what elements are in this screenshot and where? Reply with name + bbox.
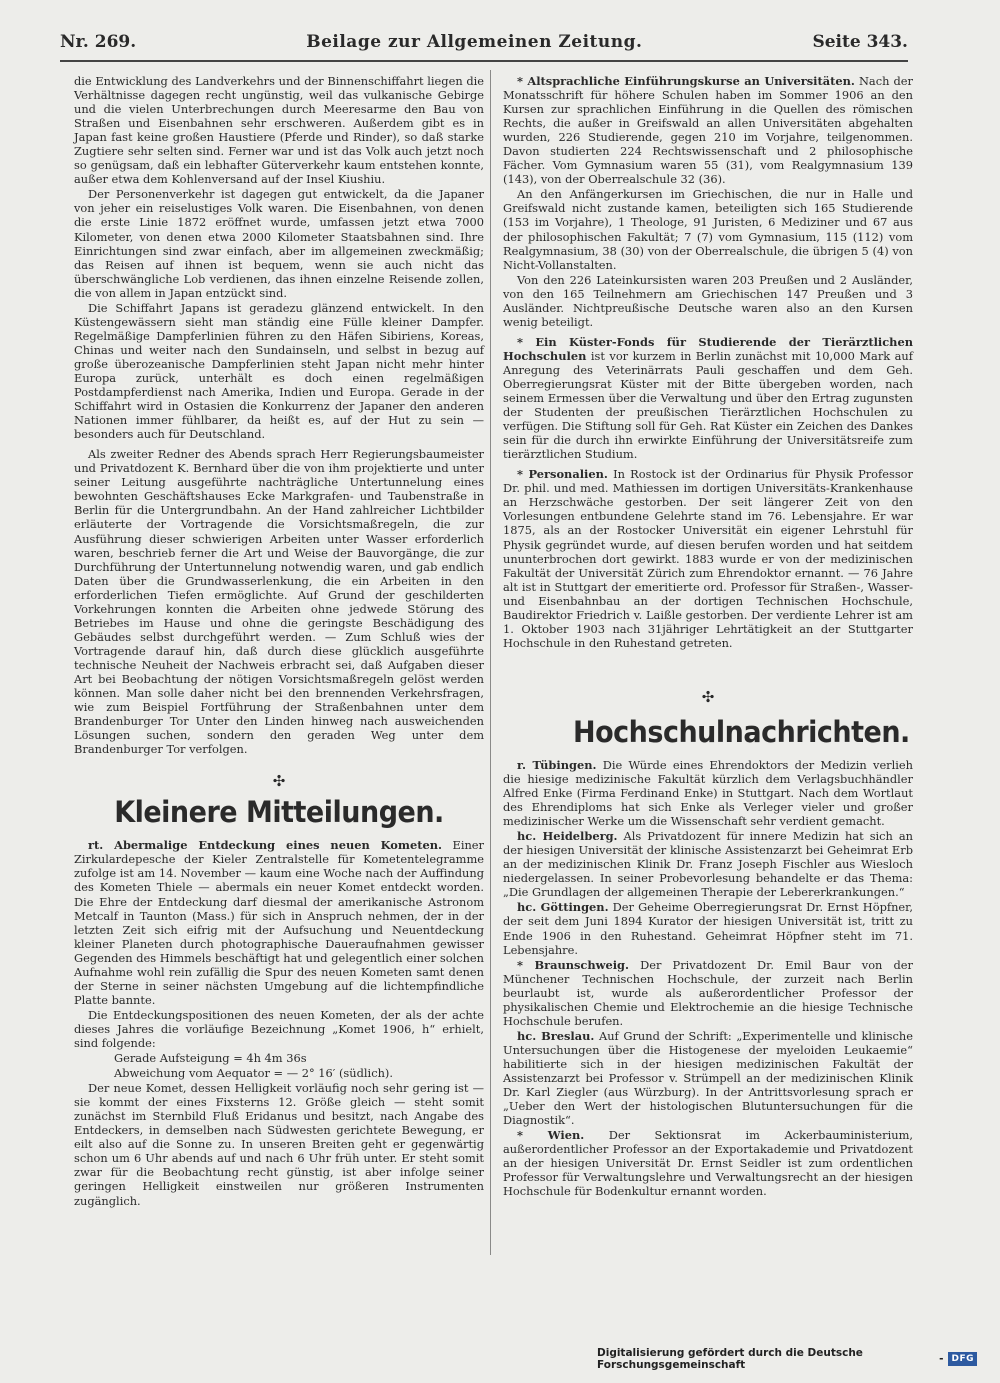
news-item-lead: hc. Breslau.	[517, 1028, 595, 1043]
news-item-text: Der Privatdozent Dr. Emil Baur von der Münchener Technischen Hochschule, der zurzeit nach Berlin beurlaubt ist, wurde als außerordentlicher Professor der physikalischen Chemie und Elektrochemie an die hiesige Technische Hochschule berufen.	[503, 957, 913, 1028]
news-item-lead: * Ein Küster-Fonds für Studierende der Tierärztlichen Hochschulen	[503, 334, 913, 363]
ornament: ✣	[701, 687, 715, 706]
paragraph: Die Schiffahrt Japans ist geradezu glänzend entwickelt. In den Küstengewässern sieht man ständig eine Fülle kleiner Dampfer. Regelmäßige Dampferlinien führen zu den Häfen Sibiriens, Koreas, Chinas und weiter nach den Sundainseln, und selbst in bezug auf große überozeanische Dampferlinien steht Japan nicht mehr hinter Europa zurück, unterhält es doch einen regelmäßigen Postdampferdienst nach Amerika, Indien und Europa. Gerade in der Schiffahrt wird in Ostasien die Konkurrenz der Japaner den anderen Nationen immer fühlbarer, da heißt es, auf der Hut zu sein — besonders auch für Deutschland.	[74, 300, 484, 442]
page-number: Seite 343.	[812, 32, 908, 52]
paragraph: Von den 226 Lateinkursisten waren 203 Preußen und 2 Ausländer, von den 165 Teilnehmern am Griechischen 147 Preußen und 3 Ausländer. Nichtpreußische Deutsche waren also an den Kursen wenig beteiligt.	[503, 272, 913, 329]
news-item-text: In Rostock ist der Ordinarius für Physik Professor Dr. phil. und med. Mathiessen im dortigen Universitäts-Krankenhause an Herzschwäche gestorben. Der seit längerer Zeit von den Vorlesungen entbundene Gelehrte stand im 76. Lebensjahre. Er war 1875, als an der Rostocker Universität ein eigener Lehrstuhl für Physik gegründet wurde, auf diesen berufen worden und hat seitdem ununterbrochen dort gewirkt. 1883 wurde er von der medizinischen Fakultät der Universität Zürich zum Ehrendoktor ernannt. — 76 Jahre alt ist in Stuttgart der emeritierte ord. Professor für Straßen-, Wasser- und Eisenbahnbau an der dortigen Technischen Hochschule, Baudirektor Friedrich v. Laißle gestorben. Der verdiente Lehrer ist am 1. Oktober 1903 nach 31jähriger Lehrtätigkeit an der Stuttgarter Hochschule in den Ruhestand getreten.	[503, 467, 913, 650]
news-item-text: Die Würde eines Ehrendoktors der Medizin verlieh die hiesige medizinische Fakultät kürzlich dem Verlagsbuchhändler Alfred Enke (Firma Ferdinand Enke) in Stuttgart. Nach dem Wortlaut des Ehrendiploms hat sich Enke als Verleger vieler und großer medizinischer Werke um die Wissenschaft sehr verdient gemacht.	[503, 757, 913, 829]
news-item-komet	[74, 838, 484, 1007]
paragraph: An den Anfängerkursen im Griechischen, die nur in Halle und Greifswald nicht zustande kamen, beteiligten sich 165 Studierende (153 im Vorjahre), 1 Theologe, 91 Juristen, 6 Mediziner und 67 aus der philosophischen Fakultät; 7 (7) vom Gymnasium, 115 (112) vom Realgymnasium, 38 (30) von der Oberrealschule, die übrigen 5 (4) von Nicht-Vollanstalten.	[503, 187, 913, 272]
news-item-kuester-fonds	[503, 335, 913, 461]
news-item-lead: * Personalien.	[517, 467, 608, 482]
issue-number: Nr. 269.	[60, 32, 137, 52]
paragraph: Der neue Komet, dessen Helligkeit vorläufig noch sehr gering ist — sie kommt der eines Fixsterns 12. Größe gleich — steht somit zunächst im Sternbild Fluß Eridanus und besitzt, nach Angabe des Entdeckers, in demselben nach Südwesten gerichtete Bewegung, er eilt also auf die Sonne zu. In unseren Breiten geht er gegenwärtig schon um 6 Uhr abends auf und nach 6 Uhr früh unter. Er steht somit zwar für die Beobachtung recht günstig, ist aber infolge seiner geringen Helligkeit einstweilen nur größeren Instrumenten zugänglich.	[74, 1081, 484, 1208]
news-item-braunschweig	[503, 958, 913, 1028]
news-item-heidelberg	[503, 829, 913, 899]
news-item-tuebingen	[503, 758, 913, 828]
digitization-footer	[597, 1349, 977, 1369]
news-item-lead: * Wien.	[517, 1128, 585, 1143]
ornament: ✣	[272, 772, 286, 791]
news-item-altsprachliche	[503, 74, 913, 186]
column-rule	[490, 70, 491, 1255]
news-item-lead: * Braunschweig.	[517, 957, 629, 972]
right-column	[503, 74, 913, 1199]
coordinate-line: Gerade Aufsteigung = 4h 4m 36s	[114, 1051, 307, 1066]
news-item-lead: r. Tübingen.	[517, 757, 597, 772]
newspaper-title: Beilage zur Allgemeinen Zeitung.	[306, 32, 643, 52]
paragraph: Der Personenverkehr ist dagegen gut entwickelt, da die Japaner von jeher ein reiselustiges Volk waren. Die Eisenbahnen, von denen die erste Linie 1872 eröffnet wurde, umfassen jetzt etwa 7000 Kilometer, von denen etwa 2000 Kilometer Staatsbahnen sind. Ihre Einrichtungen sind zwar einfach, aber im allgemeinen zweckmäßig; das Reisen auf ihnen ist bequem, wenn sie auch nicht das überschwängliche Lob verdienen, das ihnen einzelne Reisende zollen, die von allem in Japan entzückt sind.	[74, 187, 484, 300]
page-header	[60, 28, 908, 62]
section-heading-kleinere-mitteilungen: Kleinere Mitteilungen.	[114, 795, 444, 830]
news-item-text: Einer Zirkulardepesche der Kieler Zentralstelle für Kometentelegramme zufolge ist am 14. November — kaum eine Woche nach der Auffindung des Kometen Thiele — abermals ein neuer Komet entdeckt worden. Die Ehre der Entdeckung darf diesmal der amerikanische Astronom Metcalf in Taunton (Mass.) für sich in Anspruch nehmen, der in der letzten Zeit sich eifrig mit der Aufsuchung und Neuentdeckung kleiner Planeten durch photographische Daueraufnahmen gewisser Gegenden des Himmels beschäftigt hat und gelegentlich einer solchen Aufnahme wohl rein zufällig die Spur des neuen Kometen samt denen der Sterne in seiner nächsten Umgebung auf die lichtempfindliche Platte bannte.	[74, 838, 484, 1007]
footer-separator: -	[939, 1353, 944, 1365]
funding-notice: Digitalisierung gefördert durch die Deutsche Forschungsgemeinschaft	[597, 1347, 863, 1371]
section-heading-hochschulnachrichten: Hochschulnachrichten.	[573, 715, 910, 750]
news-item-lead: hc. Göttingen.	[517, 900, 609, 915]
news-item-breslau	[503, 1029, 913, 1127]
paragraph: Die Entdeckungspositionen des neuen Kometen, der als der achte dieses Jahres die vorläufige Bezeichnung „Komet 1906, h“ erhielt, sind folgende:	[74, 1007, 484, 1050]
news-item-text: Als Privatdozent für innere Medizin hat sich an der hiesigen Universität der klinische Assistenzarzt bei Geheimrat Erb an der medizinischen Klinik Dr. Franz Joseph Fischler aus Wiesloch niedergelassen. In seiner Probevorlesung behandelte er das Thema: „Die Grundlagen der allgemeinen Therapie der Lebererkrankungen.“	[503, 829, 913, 900]
paragraph: Als zweiter Redner des Abends sprach Herr Regierungsbaumeister und Privatdozent K. Bernhard über die von ihm projektierte und unter seiner Leitung ausgeführte nachträgliche Untertunnelung eines bewohnten Geschäftshauses Ecke Markgrafen- und Taubenstraße in Berlin für die Untergrundbahn. An der Hand zahlreicher Lichtbilder erläuterte der Vortragende die Vorsichtsmaßregeln, die zur Ausführung dieser schwierigen Arbeiten unter Wasser erforderlich waren, beschrieb ferner die Art und Weise der Bauvorgänge, die zur Durchführung der Untertunnelung notwendig waren, und gab endlich Daten über die Grundwasserlenkung, die ein Arbeiten in den erforderlichen Tiefen ermöglichte. Auf Grund der geschilderten Vorkehrungen konnten die Arbeiten ohne jedwede Störung des Betriebes im Hause und ohne die geringste Beschädigung des Gebäudes selbst durchgeführt werden. — Zum Schluß wies der Vortragende darauf hin, daß durch diese glücklich ausgeführte technische Neuheit der Nachweis erbracht sei, daß Aufgaben dieser Art bei Beobachtung der nötigen Vorsichtsmaßregeln gelöst werden können. Man solle daher nicht bei den brennenden Verkehrsfragen, wie zum Beispiel Fortführung der Straßenbahnen unter dem Brandenburger Tor Unter den Linden hinweg nach ausweichenden Lösungen suchen, sondern den geraden Weg unter dem Brandenburger Tor verfolgen.	[74, 447, 484, 757]
news-item-goettingen	[503, 900, 913, 956]
news-item-text: ist vor kurzem in Berlin zunächst mit 10,000 Mark auf Anregung des Veterinärrats Pauli geschaffen und dem Geh. Oberregierungsrat Küster mit der Bitte übergeben worden, nach seinem Ermessen über die Verwaltung und über den Ertrag zugunsten der Studenten der preußischen Tierärztlichen Hochschulen zu verfügen. Die Stiftung soll für Geh. Rat Küster ein Zeichen des Dankes sein für die durch ihn erwirkte Einführung der Universitätsreife zum tierärztlichen Studium.	[503, 348, 913, 462]
news-item-text: Auf Grund der Schrift: „Experimentelle und klinische Untersuchungen über die Histogenese der myeloiden Leukaemie“ habilitierte sich in der hiesigen medizinischen Fakultät der Assistenzarzt bei Professor v. Strümpell an der medizinischen Klinik Dr. Karl Ziegler (aus Würzburg). In der Antrittsvorlesung sprach er „Ueber den Wert der histologischen Blutuntersuchungen für die Diagnostik“.	[503, 1028, 913, 1128]
news-item-text: Der Geheime Oberregierungsrat Dr. Ernst Höpfner, der seit dem Juni 1894 Kurator der hiesigen Universität ist, tritt zu Ende 1906 in den Ruhestand. Geheimrat Höpfner steht im 71. Lebensjahre.	[503, 900, 913, 957]
coordinate-line: Abweichung vom Aequator = — 2° 16′ (südlich).	[114, 1066, 393, 1081]
left-column	[74, 74, 484, 1209]
dfg-logo-icon: DFG	[948, 1352, 977, 1366]
news-item-lead: hc. Heidelberg.	[517, 829, 618, 844]
news-item-lead: * Altsprachliche Einführungskurse an Universitäten.	[517, 74, 855, 88]
news-item-wien	[503, 1128, 913, 1198]
news-item-personalien	[503, 467, 913, 650]
paragraph: die Entwicklung des Landverkehrs und der Binnenschiffahrt liegen die Verhältnisse dagegen recht ungünstig, weil das vulkanische Gebirge und die vielen Unterbrechungen durch Meeresarme den Bau von Straßen und Eisenbahnen sehr erschweren. Außerdem gibt es in Japan fast keine großen Haustiere (Pferde und Rinder), so daß starke Zugtiere sehr selten sind. Ferner war und ist das Volk auch jetzt noch so genügsam, daß ein lebhafter Güterverkehr kaum entstehen konnte, außer etwa dem Kohlenversand auf der Insel Kiushiu.	[74, 74, 484, 187]
news-item-text: Der Sektionsrat im Ackerbauministerium, außerordentlicher Professor an der Exportakademie und Privatdozent an der hiesigen Universität Dr. Ernst Seidler ist zum ordentlichen Professor für Verwaltungslehre und Verwaltungsrecht an der hiesigen Hochschule für Bodenkultur ernannt worden.	[503, 1128, 914, 1199]
news-item-text: Nach der Monatsschrift für höhere Schulen haben im Sommer 1906 an den Kursen zur sprachlichen Einführung in die Quellen des römischen Rechts, die außer in Greifswald an allen Universitäten abgehalten wurden, 226 Studierende, gegen 210 im Vorjahre, teilgenommen. Davon studierten 224 Rechtswissenschaft und 2 philosophische Fächer. Vom Gymnasium waren 55 (31), vom Realgymnasium 139 (143), von der Oberrealschule 32 (36).	[503, 74, 913, 187]
news-item-lead: rt. Abermalige Entdeckung eines neuen Kometen.	[88, 838, 442, 853]
